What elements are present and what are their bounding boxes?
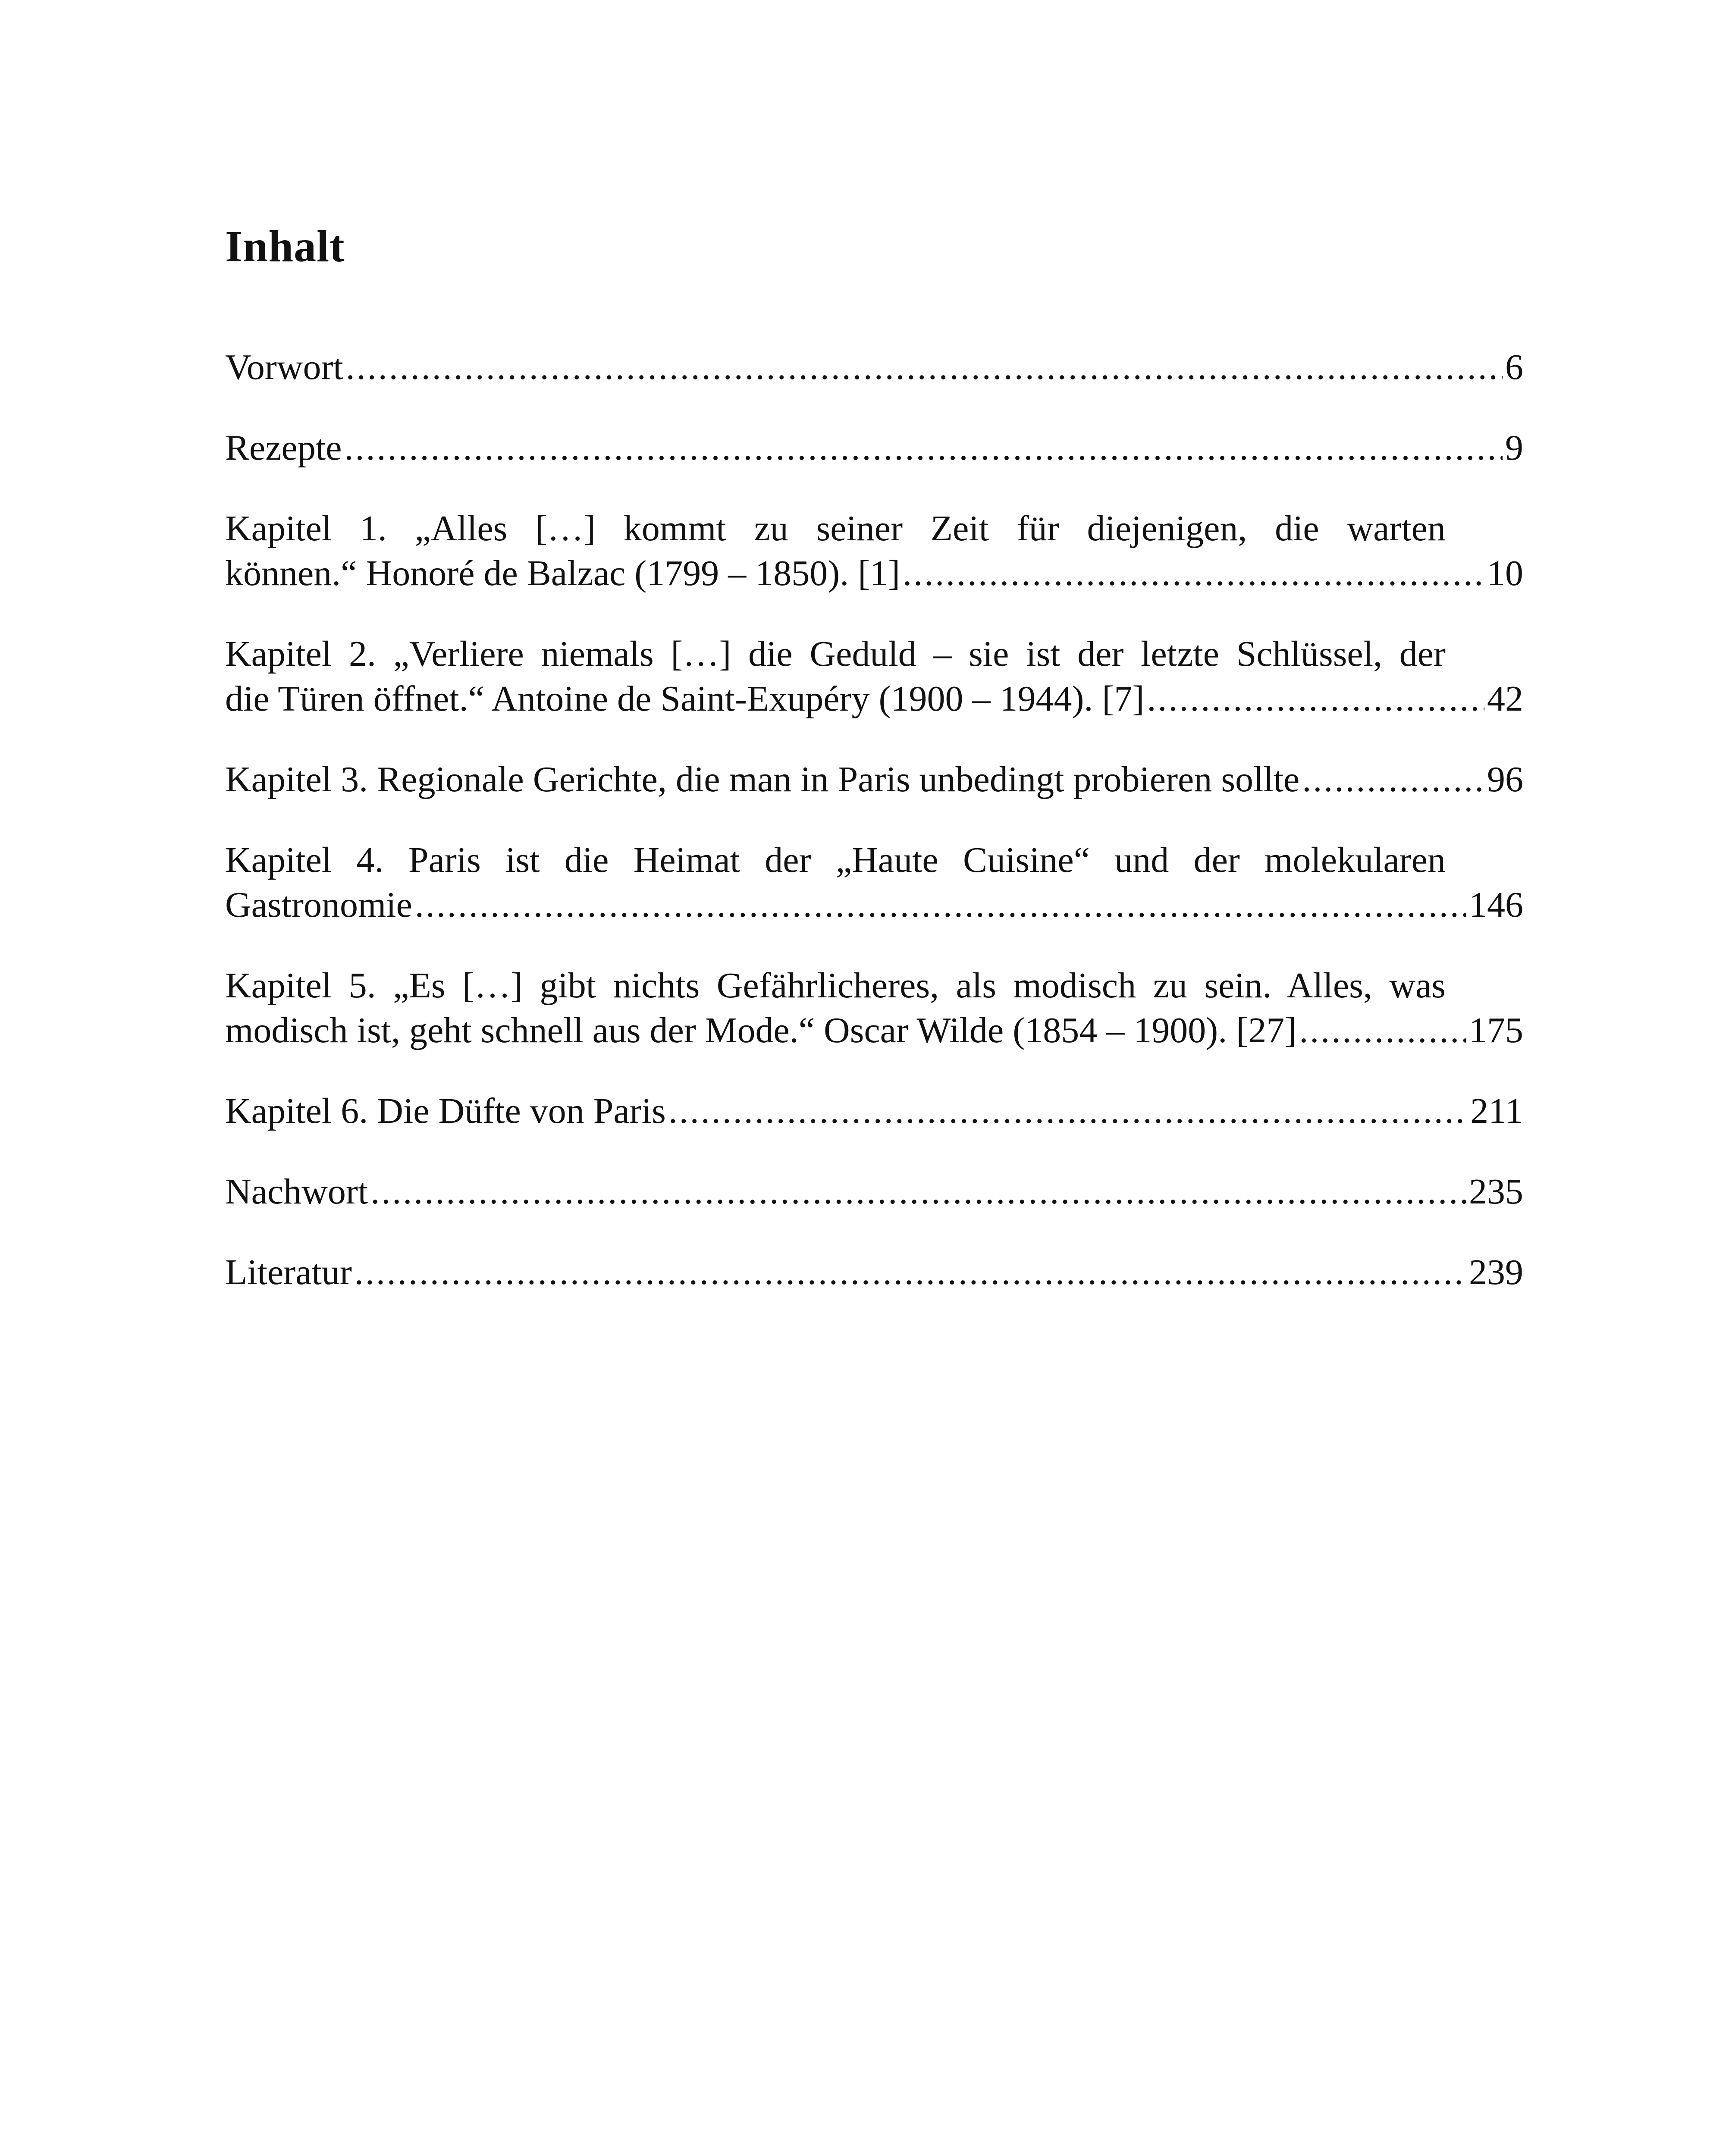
toc-page-number: 239	[1469, 1252, 1523, 1292]
toc-entry-title-line1: Kapitel 1. „Alles […] kommt zu seiner Zeit für diejenigen, die warten	[225, 508, 1446, 548]
table-of-contents	[225, 345, 1523, 1331]
toc-entry-title: Literatur	[225, 1252, 352, 1292]
toc-entry-rezepte	[225, 426, 1523, 470]
toc-page-number: 211	[1470, 1091, 1523, 1131]
toc-dot-leader	[1299, 1008, 1466, 1053]
toc-line	[225, 883, 1523, 928]
toc-dot-leader	[346, 345, 1503, 390]
toc-line	[225, 345, 1523, 390]
toc-entry-title-line2: die Türen öffnet.“ Antoine de Saint-Exupéry (1900 – 1944). [7]	[225, 679, 1145, 719]
toc-entry-title-line1: Kapitel 5. „Es […] gibt nichts Gefährlicheres, als modisch zu sein. Alles, was	[225, 965, 1446, 1006]
toc-line	[225, 757, 1523, 802]
toc-dot-leader	[903, 551, 1484, 596]
toc-dot-leader	[668, 1089, 1468, 1134]
toc-dot-leader	[1147, 677, 1484, 721]
toc-page-number: 42	[1487, 679, 1523, 719]
toc-line	[225, 1008, 1523, 1053]
toc-entry-title: Vorwort	[225, 347, 343, 387]
toc-entry-title-line1: Kapitel 4. Paris ist die Heimat der „Haute Cuisine“ und der molekularen	[225, 840, 1446, 880]
toc-entry-literatur	[225, 1250, 1523, 1295]
toc-entry-nachwort	[225, 1169, 1523, 1214]
toc-entry-title-line2: Gastronomie	[225, 885, 412, 925]
toc-dot-leader	[415, 883, 1466, 928]
toc-dot-leader	[1302, 757, 1484, 802]
page-heading: Inhalt	[225, 222, 345, 271]
toc-page-number: 9	[1505, 428, 1523, 468]
toc-entry-kapitel-3	[225, 757, 1523, 802]
toc-entry-title-line2: modisch ist, geht schnell aus der Mode.“ Oscar Wilde (1854 – 1900). [27]	[225, 1010, 1297, 1050]
toc-page-number: 235	[1469, 1172, 1523, 1212]
toc-entry-title: Rezepte	[225, 428, 342, 468]
toc-entry-vorwort	[225, 345, 1523, 390]
toc-dot-leader	[370, 1169, 1466, 1214]
toc-entry-kapitel-6	[225, 1089, 1523, 1134]
toc-entry-title-line2: können.“ Honoré de Balzac (1799 – 1850). [1]	[225, 553, 901, 593]
toc-page-number: 6	[1505, 347, 1523, 387]
toc-entry-title-line1: Kapitel 2. „Verliere niemals […] die Geduld – sie ist der letzte Schlüssel, der	[225, 634, 1446, 674]
toc-page-number: 175	[1469, 1010, 1523, 1050]
toc-dot-leader	[355, 1250, 1466, 1295]
toc-entry-kapitel-1	[225, 506, 1523, 596]
toc-line	[225, 1089, 1523, 1134]
toc-page-number: 10	[1487, 553, 1523, 593]
toc-line	[225, 1250, 1523, 1295]
toc-page-number: 96	[1487, 759, 1523, 799]
toc-entry-kapitel-2	[225, 632, 1523, 721]
toc-line	[225, 677, 1523, 721]
toc-line	[225, 551, 1523, 596]
toc-entry-title: Nachwort	[225, 1172, 368, 1212]
toc-line	[225, 426, 1523, 470]
toc-entry-title: Kapitel 6. Die Düfte von Paris	[225, 1091, 666, 1131]
toc-line	[225, 1169, 1523, 1214]
toc-entry-kapitel-4	[225, 838, 1523, 928]
toc-page-number: 146	[1469, 885, 1523, 925]
toc-dot-leader	[345, 426, 1503, 470]
toc-entry-kapitel-5	[225, 963, 1523, 1053]
toc-entry-title: Kapitel 3. Regionale Gerichte, die man in Paris unbedingt probieren sollte	[225, 759, 1300, 799]
